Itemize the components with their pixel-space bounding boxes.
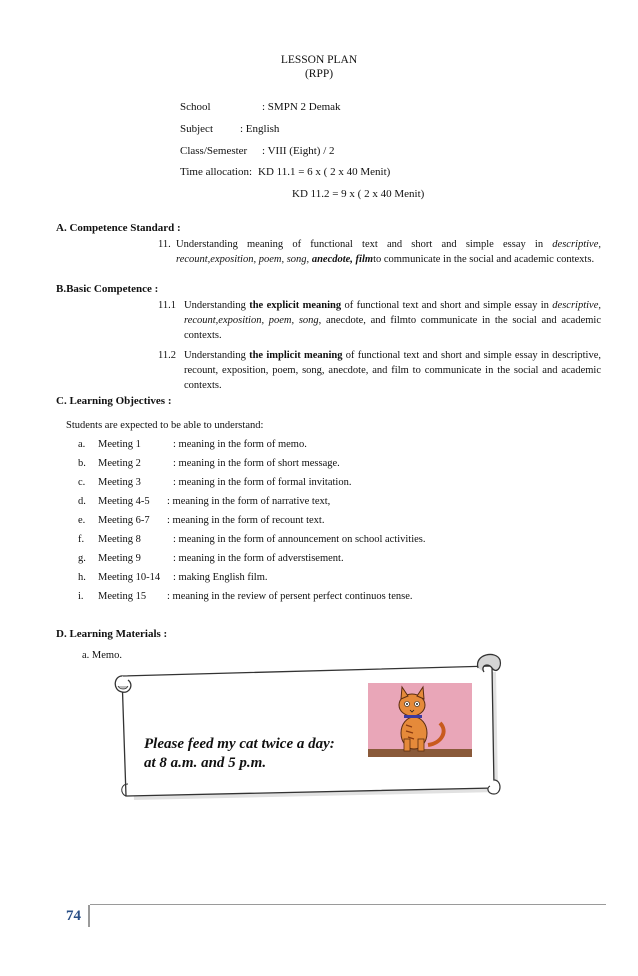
page-subtitle: (RPP) xyxy=(304,68,334,80)
objectives-intro: Students are expected to be able to understand: xyxy=(66,420,264,431)
page-number: 74 xyxy=(66,908,81,924)
page-title: LESSON PLAN xyxy=(280,54,358,66)
identity-class-value: : VIII (Eight) / 2 xyxy=(262,145,335,157)
identity-subject-value: : English xyxy=(240,123,280,135)
section-a-number: 11. xyxy=(158,239,171,250)
basic-competence-11-2 xyxy=(158,348,601,393)
footer-divider xyxy=(88,905,90,927)
identity-subject-label: Subject xyxy=(180,123,213,135)
footer-rule xyxy=(90,904,606,905)
section-a-body: Understanding meaning of functional text and short and simple essay in descriptive, recount,exposition, poem, song, anecdote, filmto communicate in the social and academic contexts. xyxy=(176,239,601,265)
identity-time-value-1: KD 11.1 = 6 x ( 2 x 40 Menit) xyxy=(258,166,391,178)
identity-time-label: Time allocation: xyxy=(180,166,253,178)
section-a-heading: A. Competence Standard : xyxy=(56,222,181,234)
section-b-heading: B.Basic Competence : xyxy=(56,283,159,295)
identity-class-label: Class/Semester xyxy=(180,145,248,157)
memo-text-line-1: Please feed my cat twice a day: xyxy=(144,736,335,752)
identity-school-value: : SMPN 2 Demak xyxy=(262,101,341,113)
section-c-heading: C. Learning Objectives : xyxy=(56,395,172,407)
basic-competence-number: 11.1 xyxy=(158,300,176,311)
basic-competence-text: Understanding the implicit meaning of functional text and short and simple essay in descriptive, recount, exposition, poem, song, anecdote, and film to communicate in the social and academic contexts. xyxy=(184,350,601,391)
basic-competence-11-1 xyxy=(158,298,601,343)
identity-time-value-2: KD 11.2 = 9 x ( 2 x 40 Menit) xyxy=(292,188,425,200)
basic-competence-text: Understanding the explicit meaning of functional text and short and simple essay in descriptive, recount,exposition, poem, song, anecdote, and filmto communicate in the social and academic contexts. xyxy=(184,300,601,341)
cat-picture xyxy=(368,683,472,757)
memo-text-line-2: at 8 a.m. and 5 p.m. xyxy=(144,755,267,771)
basic-competence-number: 11.2 xyxy=(158,350,176,361)
material-memo-label: a. Memo. xyxy=(82,650,122,661)
identity-school-label: School xyxy=(180,101,211,113)
section-a-paragraph xyxy=(158,237,601,267)
section-d-heading: D. Learning Materials : xyxy=(56,628,168,640)
